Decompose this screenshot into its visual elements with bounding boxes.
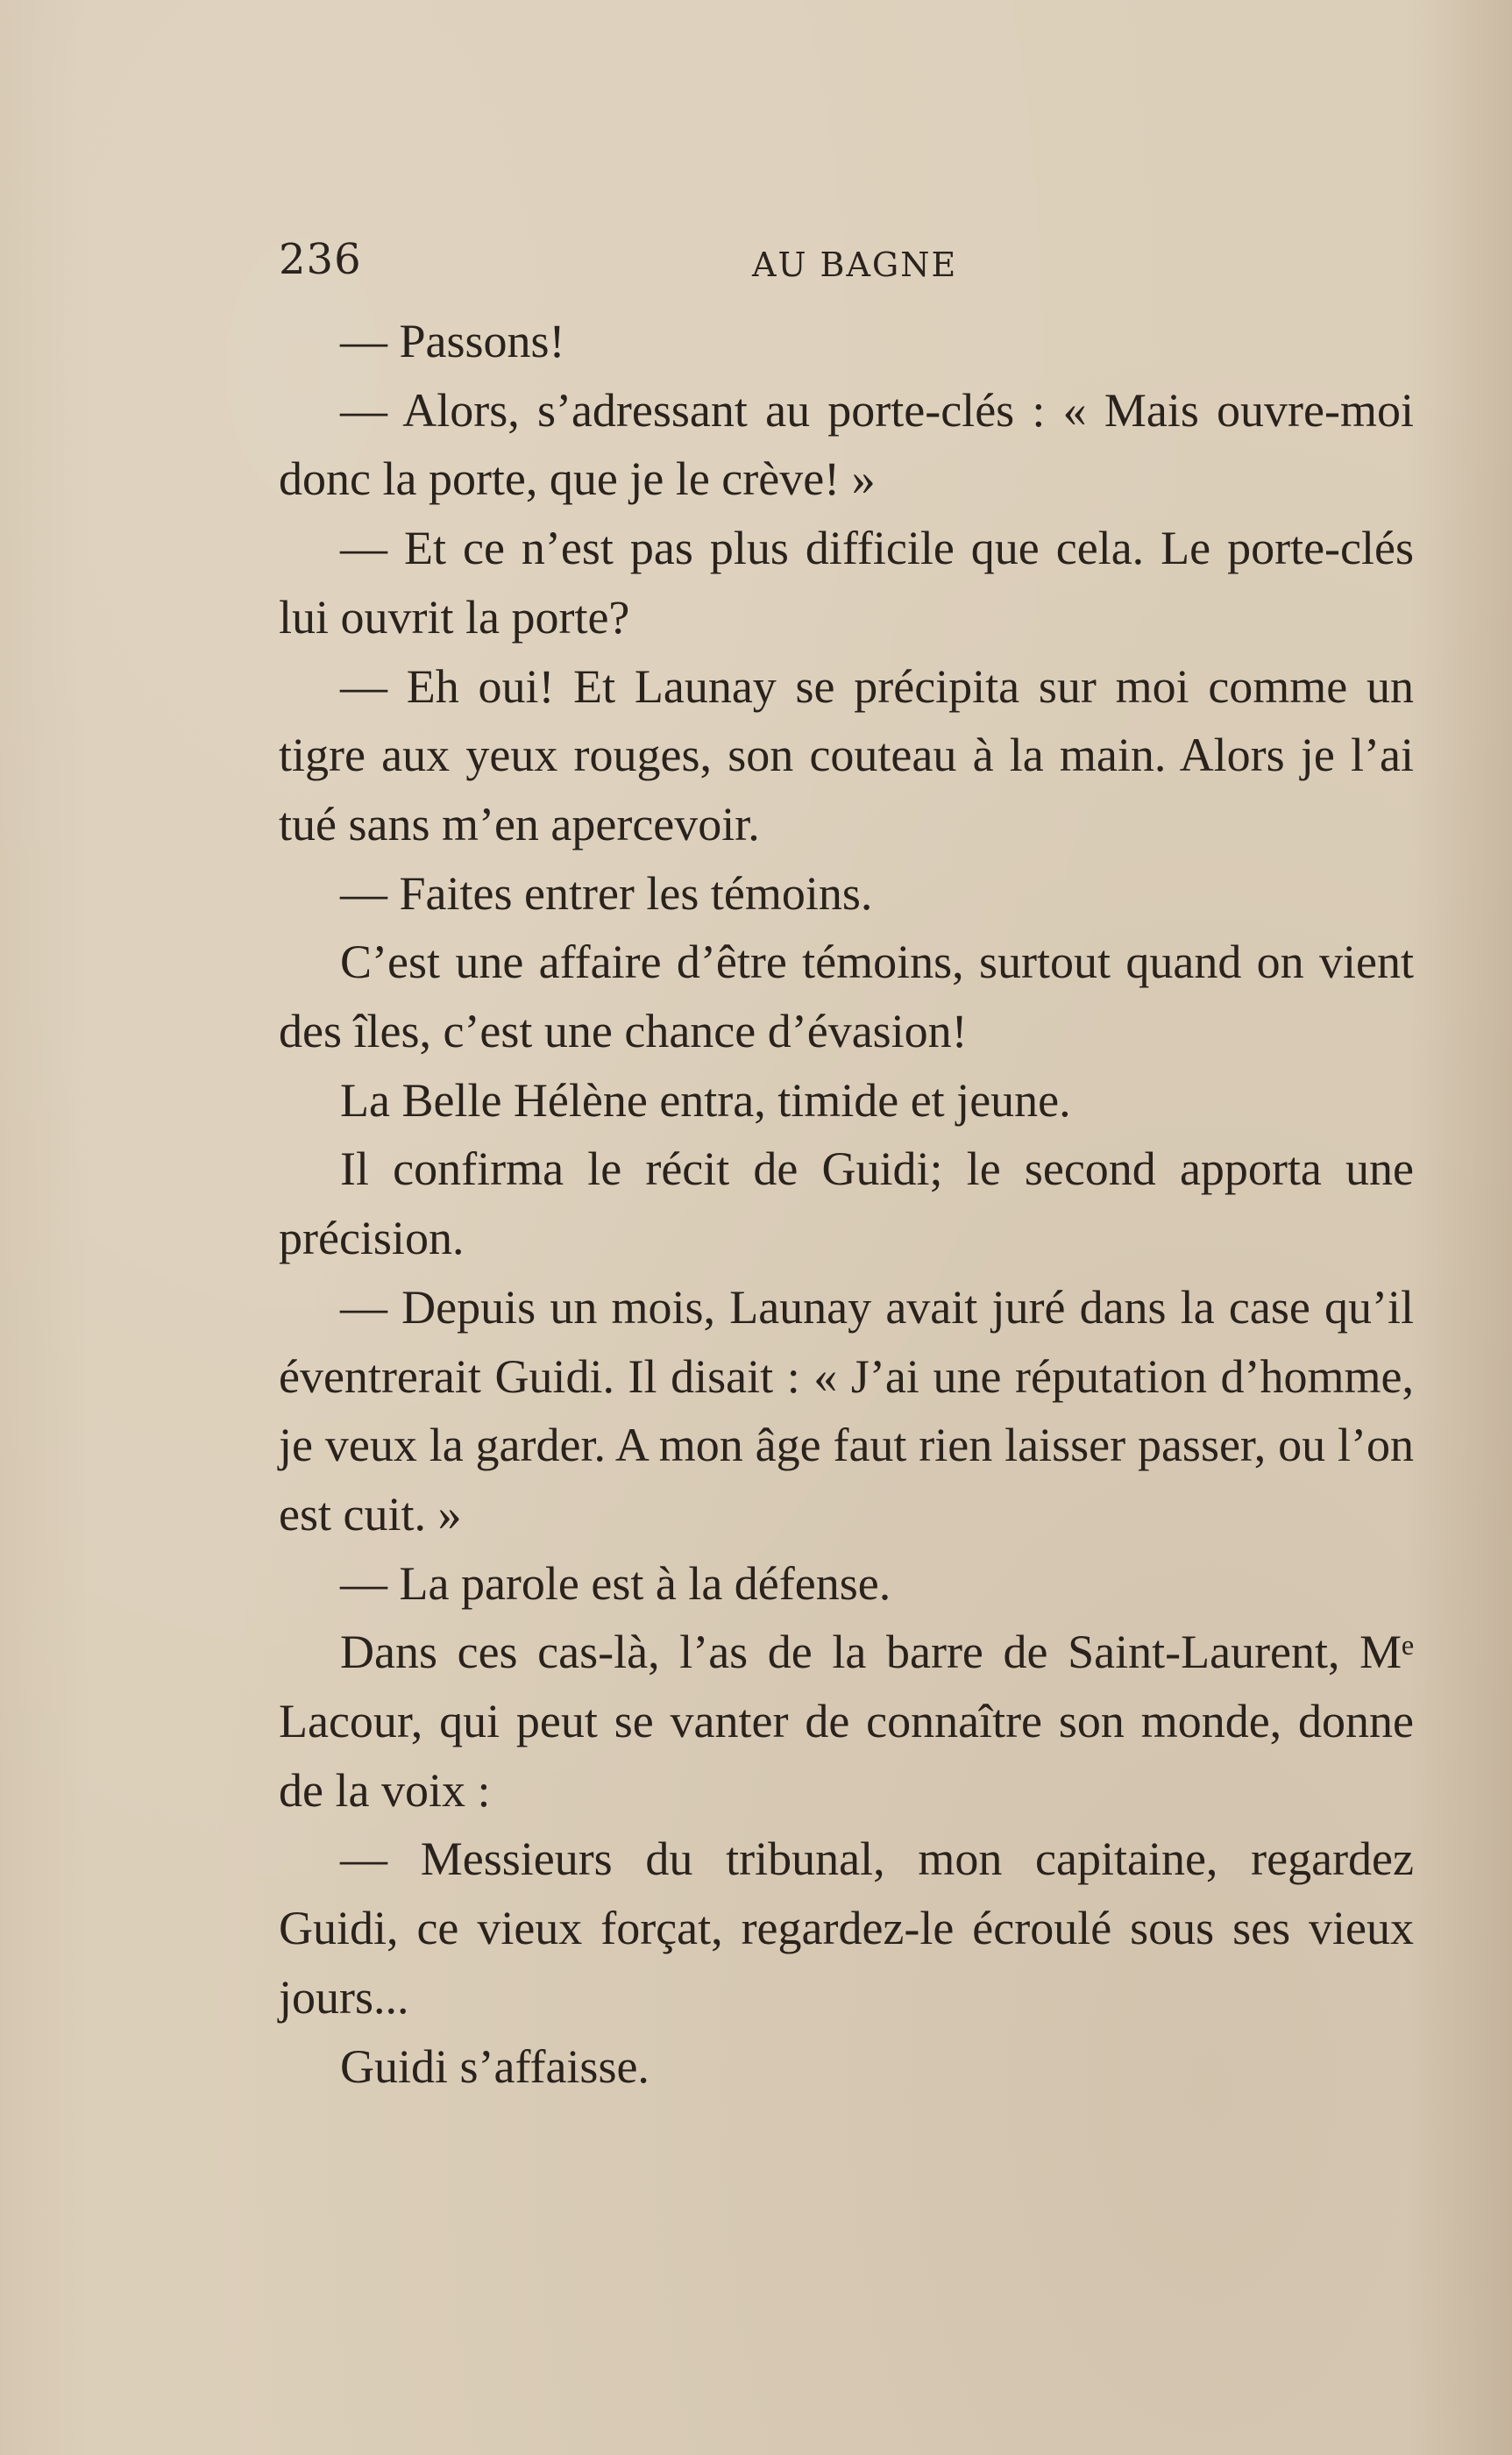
paragraph: — Depuis un mois, Launay avait juré dans la case qu’il éventrerait Guidi. Il disait : « J’ai une réputation d’homme, je veux la garder. A mon âge faut rien laisser passer, ou l’on est cuit. » <box>279 1280 1414 1541</box>
paragraph: La Belle Hélène entra, timide et jeune. <box>340 1073 1071 1127</box>
paragraph: — Messieurs du tribunal, mon capitaine, regardez Guidi, ce vieux forçat, regardez-le écroulé sous ses vieux jours... <box>279 1832 1414 2024</box>
paragraph: Il confirma le récit de Guidi; le second apporta une précision. <box>279 1142 1414 1265</box>
page-header <box>279 235 1418 305</box>
paragraph: — Eh oui! Et Launay se précipita sur moi comme un tigre aux yeux rouges, son couteau à la main. Alors je l’ai tué sans m’en apercevoir. <box>279 659 1414 850</box>
paragraph: — La parole est à la défense. <box>340 1556 891 1610</box>
paragraph: Guidi s’affaisse. <box>340 2039 650 2093</box>
paragraph: Dans ces cas-là, l’as de la barre de Saint-Laurent, Mᵉ Lacour, qui peut se vanter de connaître son monde, donne de la voix : <box>279 1626 1414 1817</box>
body-text <box>279 307 1414 2101</box>
paragraph: — Et ce n’est pas plus difficile que cela. Le porte-clés lui ouvrit la porte? <box>279 522 1414 644</box>
paragraph: C’est une affaire d’être témoins, surtout quand on vient des îles, c’est une chance d’évasion! <box>279 936 1414 1058</box>
running-title: AU BAGNE <box>752 246 958 284</box>
page-number: 236 <box>279 235 362 284</box>
paragraph: — Faites entrer les témoins. <box>340 866 873 920</box>
paragraph: — Passons! <box>340 315 565 367</box>
paragraph: — Alors, s’adressant au porte-clés : « Mais ouvre-moi donc la porte, que je le crève! » <box>279 383 1414 506</box>
